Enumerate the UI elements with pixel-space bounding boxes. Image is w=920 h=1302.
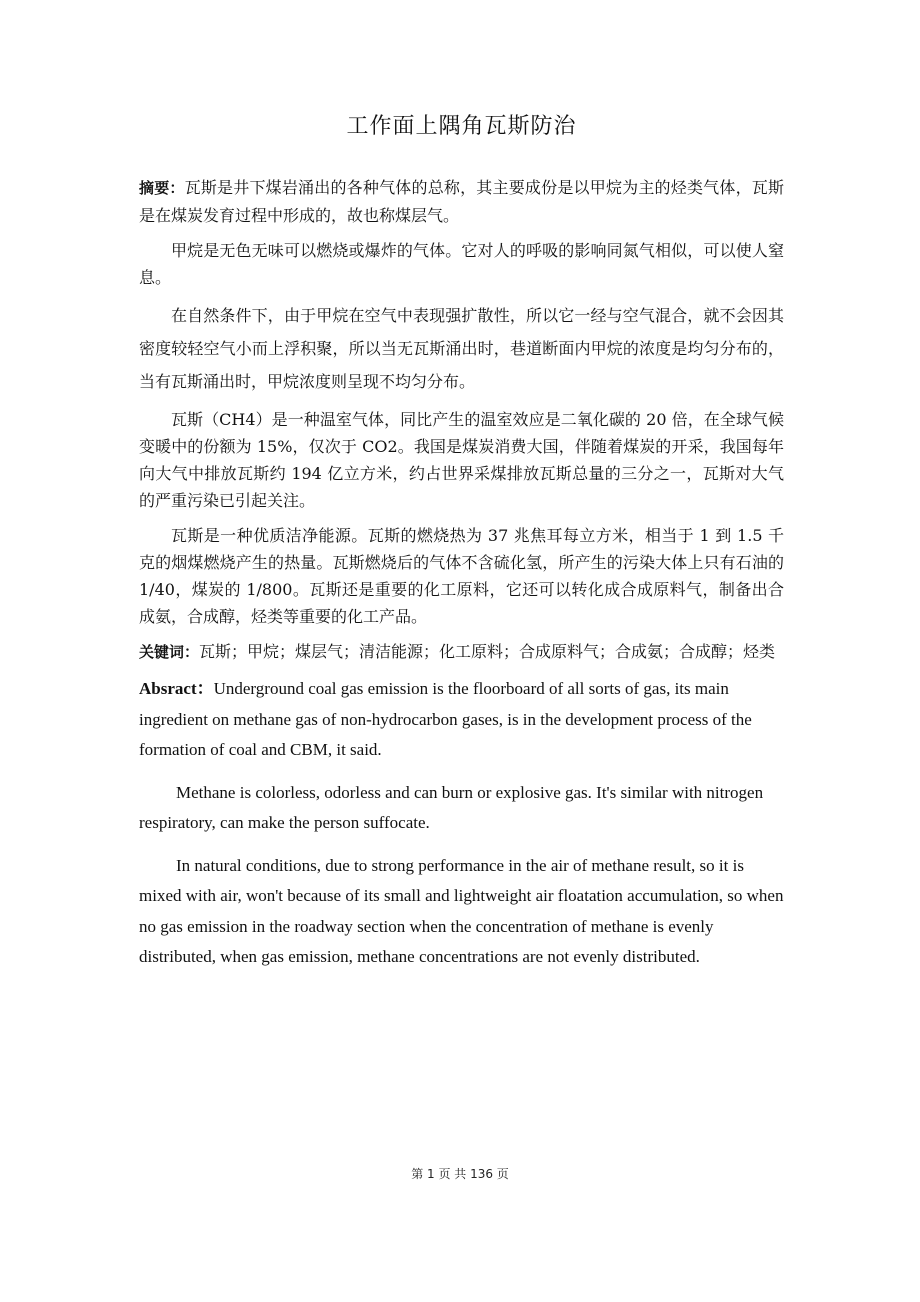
page-footer: 第 1 页 共 136 页 [411, 1167, 509, 1181]
abstract-cn-text: 瓦斯是井下煤岩涌出的各种气体的总称，其主要成份是以甲烷为主的烃类气体，瓦斯是在煤炭发育过程中形成的，故也称煤层气。 [139, 178, 784, 225]
abstract-cn-paragraph-1 [139, 174, 784, 229]
page-title: 工作面上隅角瓦斯防治 [346, 114, 577, 139]
keywords-cn-text: 瓦斯；甲烷；煤层气；清洁能源；化工原料；合成原料气；合成氨；合成醇；烃类 [199, 642, 776, 661]
abstract-en-label: Absract： [139, 679, 214, 698]
abstract-cn-paragraph-5: 瓦斯是一种优质洁净能源。瓦斯的燃烧热为 37 兆焦耳每立方米，相当于 1 到 1.5 千克的烟煤燃烧产生的热量。瓦斯燃烧后的气体不含硫化氢，所产生的污染大体上只有石油的 1/40，煤炭的 1/800。瓦斯还是重要的化工原料，它还可以转化成合成原料气，制备出合成氨，合成醇，烃类等重要的化工产品。 [139, 526, 784, 626]
keywords-cn-label: 关键词： [139, 643, 200, 661]
keywords-cn [139, 638, 784, 666]
abstract-cn-label: 摘要： [139, 179, 185, 197]
abstract-cn-paragraph-2: 甲烷是无色无味可以燃烧或爆炸的气体。它对人的呼吸的影响同氮气相似，可以使人窒息。 [139, 241, 784, 287]
abstract-en-paragraph-2: Methane is colorless, odorless and can burn or explosive gas. It's similar with nitrogen respiratory, can make the person suffocate. [139, 782, 764, 832]
abstract-en-paragraph-3: In natural conditions, due to strong performance in the air of methane result, so it is mixed with air, won't because of its small and lightweight air floatation accumulation, so when no gas emission in the roadway section when the concentration of methane is evenly distributed, when gas emission, methane concentrations are not evenly distributed. [139, 855, 784, 966]
abstract-cn-paragraph-4: 瓦斯（CH4）是一种温室气体，同比产生的温室效应是二氧化碳的 20 倍，在全球气候变暖中的份额为 15%，仅次于 CO2。我国是煤炭消费大国，伴随着煤炭的开采，我国每年向大气中排放瓦斯约 194 亿立方米，约占世界采煤排放瓦斯总量的三分之一，瓦斯对大气的严重污染已引起关注。 [139, 410, 784, 510]
abstract-en-paragraph-1 [139, 674, 784, 766]
page-content [139, 110, 784, 985]
abstract-en-text: Underground coal gas emission is the floorboard of all sorts of gas, its main ingredient on methane gas of non-hydrocarbon gases, is in the development process of the formation of coal and CBM, it said. [139, 679, 752, 759]
abstract-cn-paragraph-3: 在自然条件下，由于甲烷在空气中表现强扩散性，所以它一经与空气混合，就不会因其密度较轻空气小而上浮积聚，所以当无瓦斯涌出时，巷道断面内甲烷的浓度是均匀分布的，当有瓦斯涌出时，甲烷浓度则呈现不均匀分布。 [139, 306, 784, 391]
